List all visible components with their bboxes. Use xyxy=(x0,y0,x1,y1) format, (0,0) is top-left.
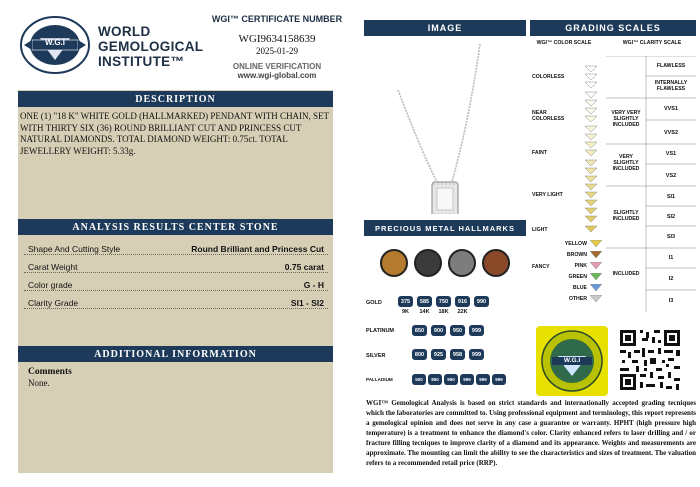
platinum-chips xyxy=(412,325,484,336)
other-gem-icon xyxy=(590,295,602,302)
gold-coin-icon xyxy=(380,249,408,277)
comments-value: None. xyxy=(28,378,50,388)
color-label: Color grade xyxy=(28,280,73,290)
fancy-row xyxy=(550,260,602,271)
wgi-seal-logo xyxy=(18,14,92,76)
clarity-grade-vs1: VS1 xyxy=(665,151,677,157)
gold-label: GOLD xyxy=(366,300,382,306)
disclaimer-text: WGI™ Gemological Analysis is based on strict standards and internationally accepted grading tecniques which the laboratories are committed to. Using professional equipment and terminology, this report represents a gemological opinion and does not serve in any case a guarantee or warranty. HPHT (high pressure high temperature) is a treatment to enhance the diamond's color. Clarity enhanced refers to laser drilling and / or fracture filling tecniques to improve clarity of a diamond and its appearance. Weights and measurements are approximate. The mounting can limit the ability to see the characteristics and sizes of treatment. The valuation refers to a recommended retail price (RRP). xyxy=(366,399,696,467)
gold-chip: 990 xyxy=(474,296,489,307)
karat-label: 14K xyxy=(419,309,430,315)
brand-name-line2: GEMOLOGICAL xyxy=(98,39,204,54)
clarity-grade-si1: SI1 xyxy=(666,194,676,200)
platinum-chip: 900 xyxy=(431,325,446,336)
platinum-label: PLATINUM xyxy=(366,328,395,334)
yellow-gem-icon xyxy=(590,240,602,247)
grading-heading: GRADING SCALES xyxy=(530,20,696,36)
description-text: ONE (1) "18 K" WHITE GOLD (HALLMARKED) PENDANT WITH CHAIN, SET WITH THIRTY SIX (36) ROUND BRILLIANT CUT AND PRINCESS CUT NATURAL DIAMONDS. TOTAL DIAMOND WEIGHT: 0.75ct. TOTAL JEWELLERY WEIGHT: 5.33g. xyxy=(20,111,329,156)
hologram-initials: W.G.I xyxy=(563,357,581,364)
color-label-colorless: COLORLESS xyxy=(532,74,565,80)
fancy-row xyxy=(550,293,602,304)
clarity-label: Clarity Grade xyxy=(28,298,79,308)
certificate-number: WGI9634158639 xyxy=(238,33,316,45)
color-value: G - H xyxy=(303,280,324,290)
platinum-chip: 950 xyxy=(450,325,465,336)
palladium-chips xyxy=(412,374,506,385)
online-verification-label: ONLINE VERIFICATION xyxy=(232,62,322,71)
carat-label: Carat Weight xyxy=(28,262,78,272)
qr-code[interactable] xyxy=(618,328,682,392)
silver-chip: 999 xyxy=(469,349,484,360)
clarity-group-si: SLIGHTLY INCLUDED xyxy=(612,210,640,222)
palladium-chip: 850 xyxy=(428,374,442,385)
fancy-blue-label: BLUE xyxy=(572,284,587,291)
clarity-group-vs: VERY SLIGHTLY INCLUDED xyxy=(612,154,640,172)
pink-gem-icon xyxy=(590,262,602,269)
karat-label: 18K xyxy=(438,309,449,315)
clarity-grade-i3: I3 xyxy=(668,298,674,304)
certificate-number-label: WGI™ CERTIFICATE NUMBER xyxy=(211,14,343,24)
silver-chip: 958 xyxy=(450,349,465,360)
bronze-coin-icon xyxy=(482,249,510,277)
additional-heading: ADDITIONAL INFORMATION xyxy=(18,346,333,362)
clarity-grade-vvs1: VVS1 xyxy=(663,106,679,112)
website-link[interactable]: www.wgi-global.com xyxy=(237,71,317,80)
analysis-row-clarity xyxy=(24,291,328,309)
fancy-row xyxy=(550,238,602,249)
karat-label: 22K xyxy=(457,309,468,315)
fancy-green-label: GREEN xyxy=(568,273,587,280)
fancy-color-list xyxy=(550,238,602,304)
description-heading: DESCRIPTION xyxy=(18,91,333,107)
brand-name-line1: WORLD xyxy=(98,24,151,39)
shape-value: Round Brilliant and Princess Cut xyxy=(191,244,324,254)
seal-initials: W.G.I xyxy=(45,38,65,47)
clarity-value: SI1 - SI2 xyxy=(290,298,324,308)
clarity-grade-si2: SI2 xyxy=(666,214,676,220)
analysis-heading: ANALYSIS RESULTS CENTER STONE xyxy=(18,219,333,235)
clarity-grade-vs2: VS2 xyxy=(665,173,677,179)
palladium-label: PALLADIUM xyxy=(366,377,393,382)
fancy-pink-label: PINK xyxy=(574,262,587,269)
gold-chip: 750 xyxy=(436,296,451,307)
hallmarks-heading: PRECIOUS METAL HALLMARKS xyxy=(364,220,526,236)
clarity-scale-title: WGI™ CLARITY SCALE xyxy=(622,40,682,46)
brand-name-line3: INSTITUTE™ xyxy=(98,54,185,69)
clarity-internally-flawless: INTERNALLY FLAWLESS xyxy=(654,80,688,92)
fancy-row xyxy=(550,249,602,260)
color-label-near-colorless: NEAR COLORLESS xyxy=(532,110,565,122)
silver-chip: 800 xyxy=(412,349,427,360)
fancy-row xyxy=(550,282,602,293)
image-heading: IMAGE xyxy=(364,20,526,36)
palladium-chip: 500 xyxy=(412,374,426,385)
palladium-chip: 999 xyxy=(476,374,490,385)
gold-chip: 916 xyxy=(455,296,470,307)
fancy-other-label: OTHER xyxy=(568,295,587,302)
palladium-chip: 950 xyxy=(444,374,458,385)
hallmark-coins xyxy=(380,249,510,279)
fancy-row xyxy=(550,271,602,282)
analysis-row-carat xyxy=(24,255,328,273)
palladium-chip: 999 xyxy=(460,374,474,385)
fancy-label: FANCY xyxy=(532,264,550,270)
clarity-grade-i1: I1 xyxy=(668,255,674,261)
dark-coin-icon xyxy=(414,249,442,277)
silver-chips xyxy=(412,349,484,360)
comments-label: Comments xyxy=(28,367,72,377)
analysis-table xyxy=(24,237,328,309)
silver-label: SILVER xyxy=(366,353,386,359)
green-gem-icon xyxy=(590,273,602,280)
gold-chips xyxy=(398,296,489,307)
clarity-group-included: INCLUDED xyxy=(612,271,640,277)
silver-chip: 925 xyxy=(431,349,446,360)
analysis-row-shape xyxy=(24,237,328,255)
clarity-group-vvs: VERY VERY SLIGHTLY INCLUDED xyxy=(611,110,641,128)
color-label-very-light: VERY LIGHT xyxy=(532,192,563,198)
clarity-flawless: FLAWLESS xyxy=(656,63,686,69)
blue-gem-icon xyxy=(590,284,602,291)
brown-gem-icon xyxy=(590,251,602,258)
certificate-date: 2025-01-29 xyxy=(256,46,298,56)
clarity-grade-i2: I2 xyxy=(668,276,674,282)
shape-label: Shape And Cutting Style xyxy=(28,244,121,254)
pendant-image xyxy=(364,38,526,214)
brand-name xyxy=(98,24,203,69)
fancy-brown-label: BROWN xyxy=(566,251,587,258)
fancy-yellow-label: YELLOW xyxy=(564,240,587,247)
platinum-chip: 850 xyxy=(412,325,427,336)
certificate-block xyxy=(210,14,344,80)
clarity-grade-si3: SI3 xyxy=(666,234,676,240)
gold-chip: 585 xyxy=(417,296,432,307)
gold-karats xyxy=(398,309,470,315)
color-scale-gems xyxy=(583,64,599,244)
clarity-grade-vvs2: VVS2 xyxy=(663,130,679,136)
karat-label: 9K xyxy=(401,309,410,315)
analysis-row-color xyxy=(24,273,328,291)
palladium-chip: 999 xyxy=(492,374,506,385)
hologram-seal xyxy=(536,326,608,396)
color-label-light: LIGHT xyxy=(532,227,548,233)
color-scale-title: WGI™ COLOR SCALE xyxy=(536,40,592,46)
silver-coin-icon xyxy=(448,249,476,277)
gold-chip: 375 xyxy=(398,296,413,307)
color-label-faint: FAINT xyxy=(532,150,547,156)
platinum-chip: 999 xyxy=(469,325,484,336)
right-page xyxy=(350,0,700,487)
carat-value: 0.75 carat xyxy=(284,262,324,272)
clarity-scale xyxy=(606,56,696,312)
